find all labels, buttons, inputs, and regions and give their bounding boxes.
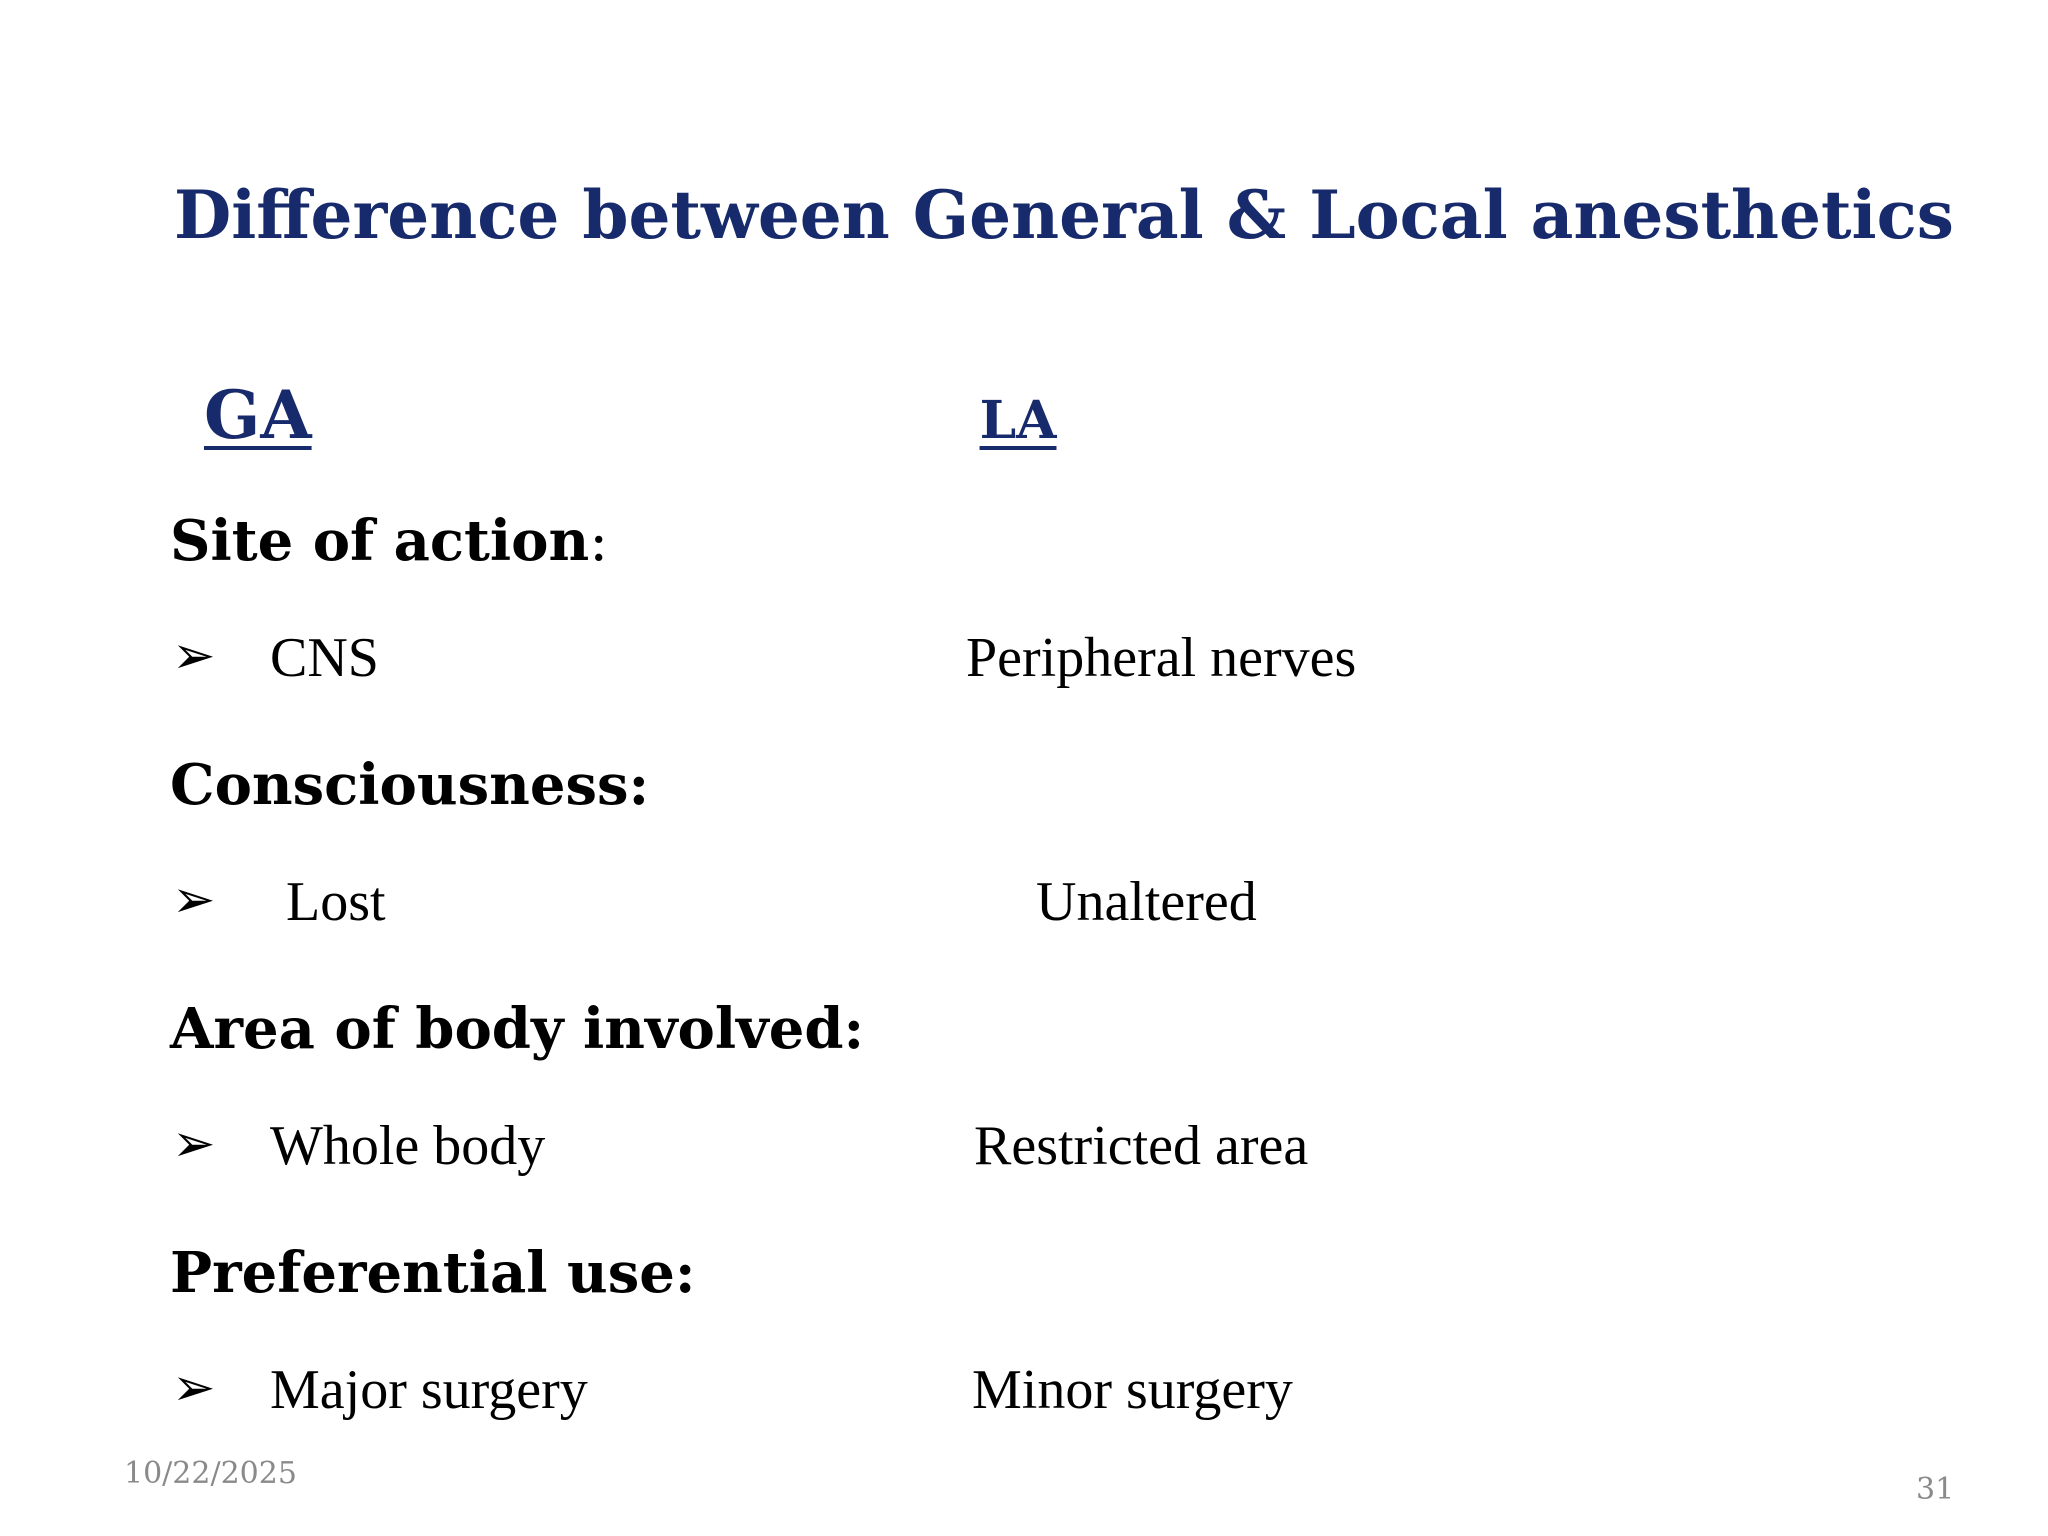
section-heading-colon: :: [589, 509, 609, 574]
slide-title: Difference between General & Local anesthetics: [174, 176, 1954, 254]
la-value-consciousness: Unaltered: [1036, 871, 1257, 933]
section-heading-site-of-action: [170, 508, 608, 574]
arrow-bullet-icon: ➢: [172, 1358, 216, 1418]
footer-date: 10/22/2025: [124, 1456, 297, 1491]
ga-value-site: CNS: [270, 627, 379, 689]
column-headers: [204, 376, 1057, 454]
column-header-ga: GA: [204, 376, 312, 454]
section-heading-consciousness: Consciousness:: [170, 752, 650, 818]
arrow-bullet-icon: ➢: [172, 870, 216, 930]
la-value-area: Restricted area: [974, 1115, 1309, 1177]
slide-number: 31: [1916, 1472, 1955, 1507]
column-header-la: LA: [979, 390, 1057, 451]
section-heading-area-of-body: Area of body involved:: [170, 996, 865, 1062]
la-value-use: Minor surgery: [972, 1359, 1293, 1421]
section-heading-preferential-use: Preferential use:: [170, 1240, 696, 1306]
ga-value-consciousness: Lost: [286, 871, 386, 933]
ga-value-use: Major surgery: [270, 1359, 588, 1421]
ga-value-area: Whole body: [270, 1115, 546, 1177]
arrow-bullet-icon: ➢: [172, 1114, 216, 1174]
arrow-bullet-icon: ➢: [172, 626, 216, 686]
section-heading-text: Site of action: [170, 508, 590, 574]
la-value-site: Peripheral nerves: [966, 627, 1357, 689]
